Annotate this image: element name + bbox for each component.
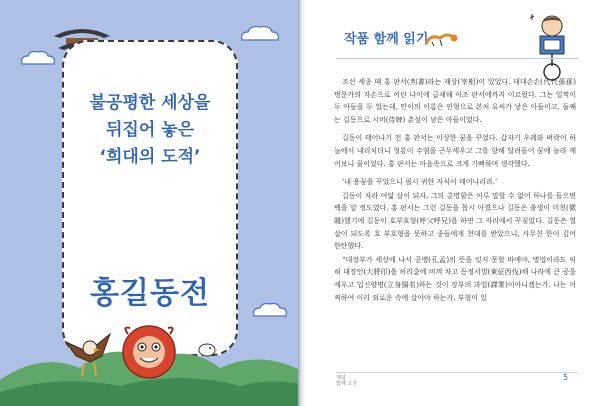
tagline-line: ‘희대의 도적’	[99, 147, 201, 167]
paragraph: ‘내 용꿈을 꾸었으니 필시 귀한 자식이 태어나리라.’	[342, 178, 498, 187]
red-lion-illustration	[114, 320, 184, 386]
cloud-icon	[18, 48, 58, 70]
right-page	[306, 0, 600, 406]
tagline-line: 불공평한 세상을	[89, 93, 211, 113]
book-spine	[298, 0, 306, 406]
paragraph: 길동이 자라 여덟 살이 되자, 그의 총명함은 이루 말할 수 없어 하나를 들으면 백을 알 정도였다. 홍 판서는 그런 길동을 몹시 아꼈으나 길동은 출생이 미천(微賤)했기에 길동이 호부호형(呼父呼兄)을 하면 그 자리에서 꾸짖었다. 길동은 열 살이 되도록 호 부호형을 못하고 종들에게 천대를 받았으니, 사무친 한이 깊어 한탄했다.	[334, 191, 576, 251]
cloud-icon	[238, 22, 282, 46]
paragraph: “대장부가 세상에 나서 공맹(孔孟)의 뜻을 잇지 못할 바에야, 병법이라도 익혀 대장인(大將印)을 허리춤에 비껴 차고 동정서벌(東征西伐)해 나라에 큰 공을 세우고 입신양명(立身揚名)하는 것이 장부의 과업(課業)이아니겠는가. 나는 어찌하여 이리 외로운 속에 살아야 하는가. 부형이 있	[334, 255, 576, 302]
footer-label-line: 함께 고전	[336, 381, 357, 387]
footer-divider	[336, 372, 578, 373]
book-tagline	[62, 90, 238, 171]
tiger-icon	[424, 30, 458, 48]
footer-label-line: 개념	[336, 375, 346, 381]
footer-label	[336, 375, 357, 387]
page-number: 5	[563, 373, 569, 382]
paragraph: 조선 세종 때 홍 판서(判書)라는 재상(宰相)이 있었다. 대대손손(代代孫孫) 명문가의 자손으로 어린 나이에 급제해 이조 판서에까지 이르렀다. 그는 일찍이 두 아들을 두 었는데, 만이의 이름은 인형으로 본처 유씨가 낳은 아들이고, 둘째는 길동으로 시비(侍婢) 춘섬이 낳은 아들이었다.	[334, 78, 576, 124]
book-title: 홍길동전	[90, 276, 210, 311]
bird-icon	[196, 340, 218, 358]
tagline-line: 뒤집어 놓은	[105, 120, 195, 140]
paragraph: 길동이 태어나기 전 홍 판서는 이상한 꿈을 꾸었다. 갑자기 우레와 벼락이 하늘에서 내리치더니 청룡이 수염을 곤두세우고 그를 향해 달려들어 꿈에 놀라 깨어보니 꿈이었다. 홍 판서는 마음속으로 크게 기뻐하며 생각했다.	[334, 134, 576, 168]
reading-boy-illustration	[524, 12, 580, 82]
story-text	[334, 76, 576, 305]
eagle-illustration	[60, 322, 118, 382]
section-divider	[336, 58, 578, 59]
cloud-icon	[250, 300, 290, 322]
section-title: 작품 함께 읽기	[344, 32, 429, 47]
